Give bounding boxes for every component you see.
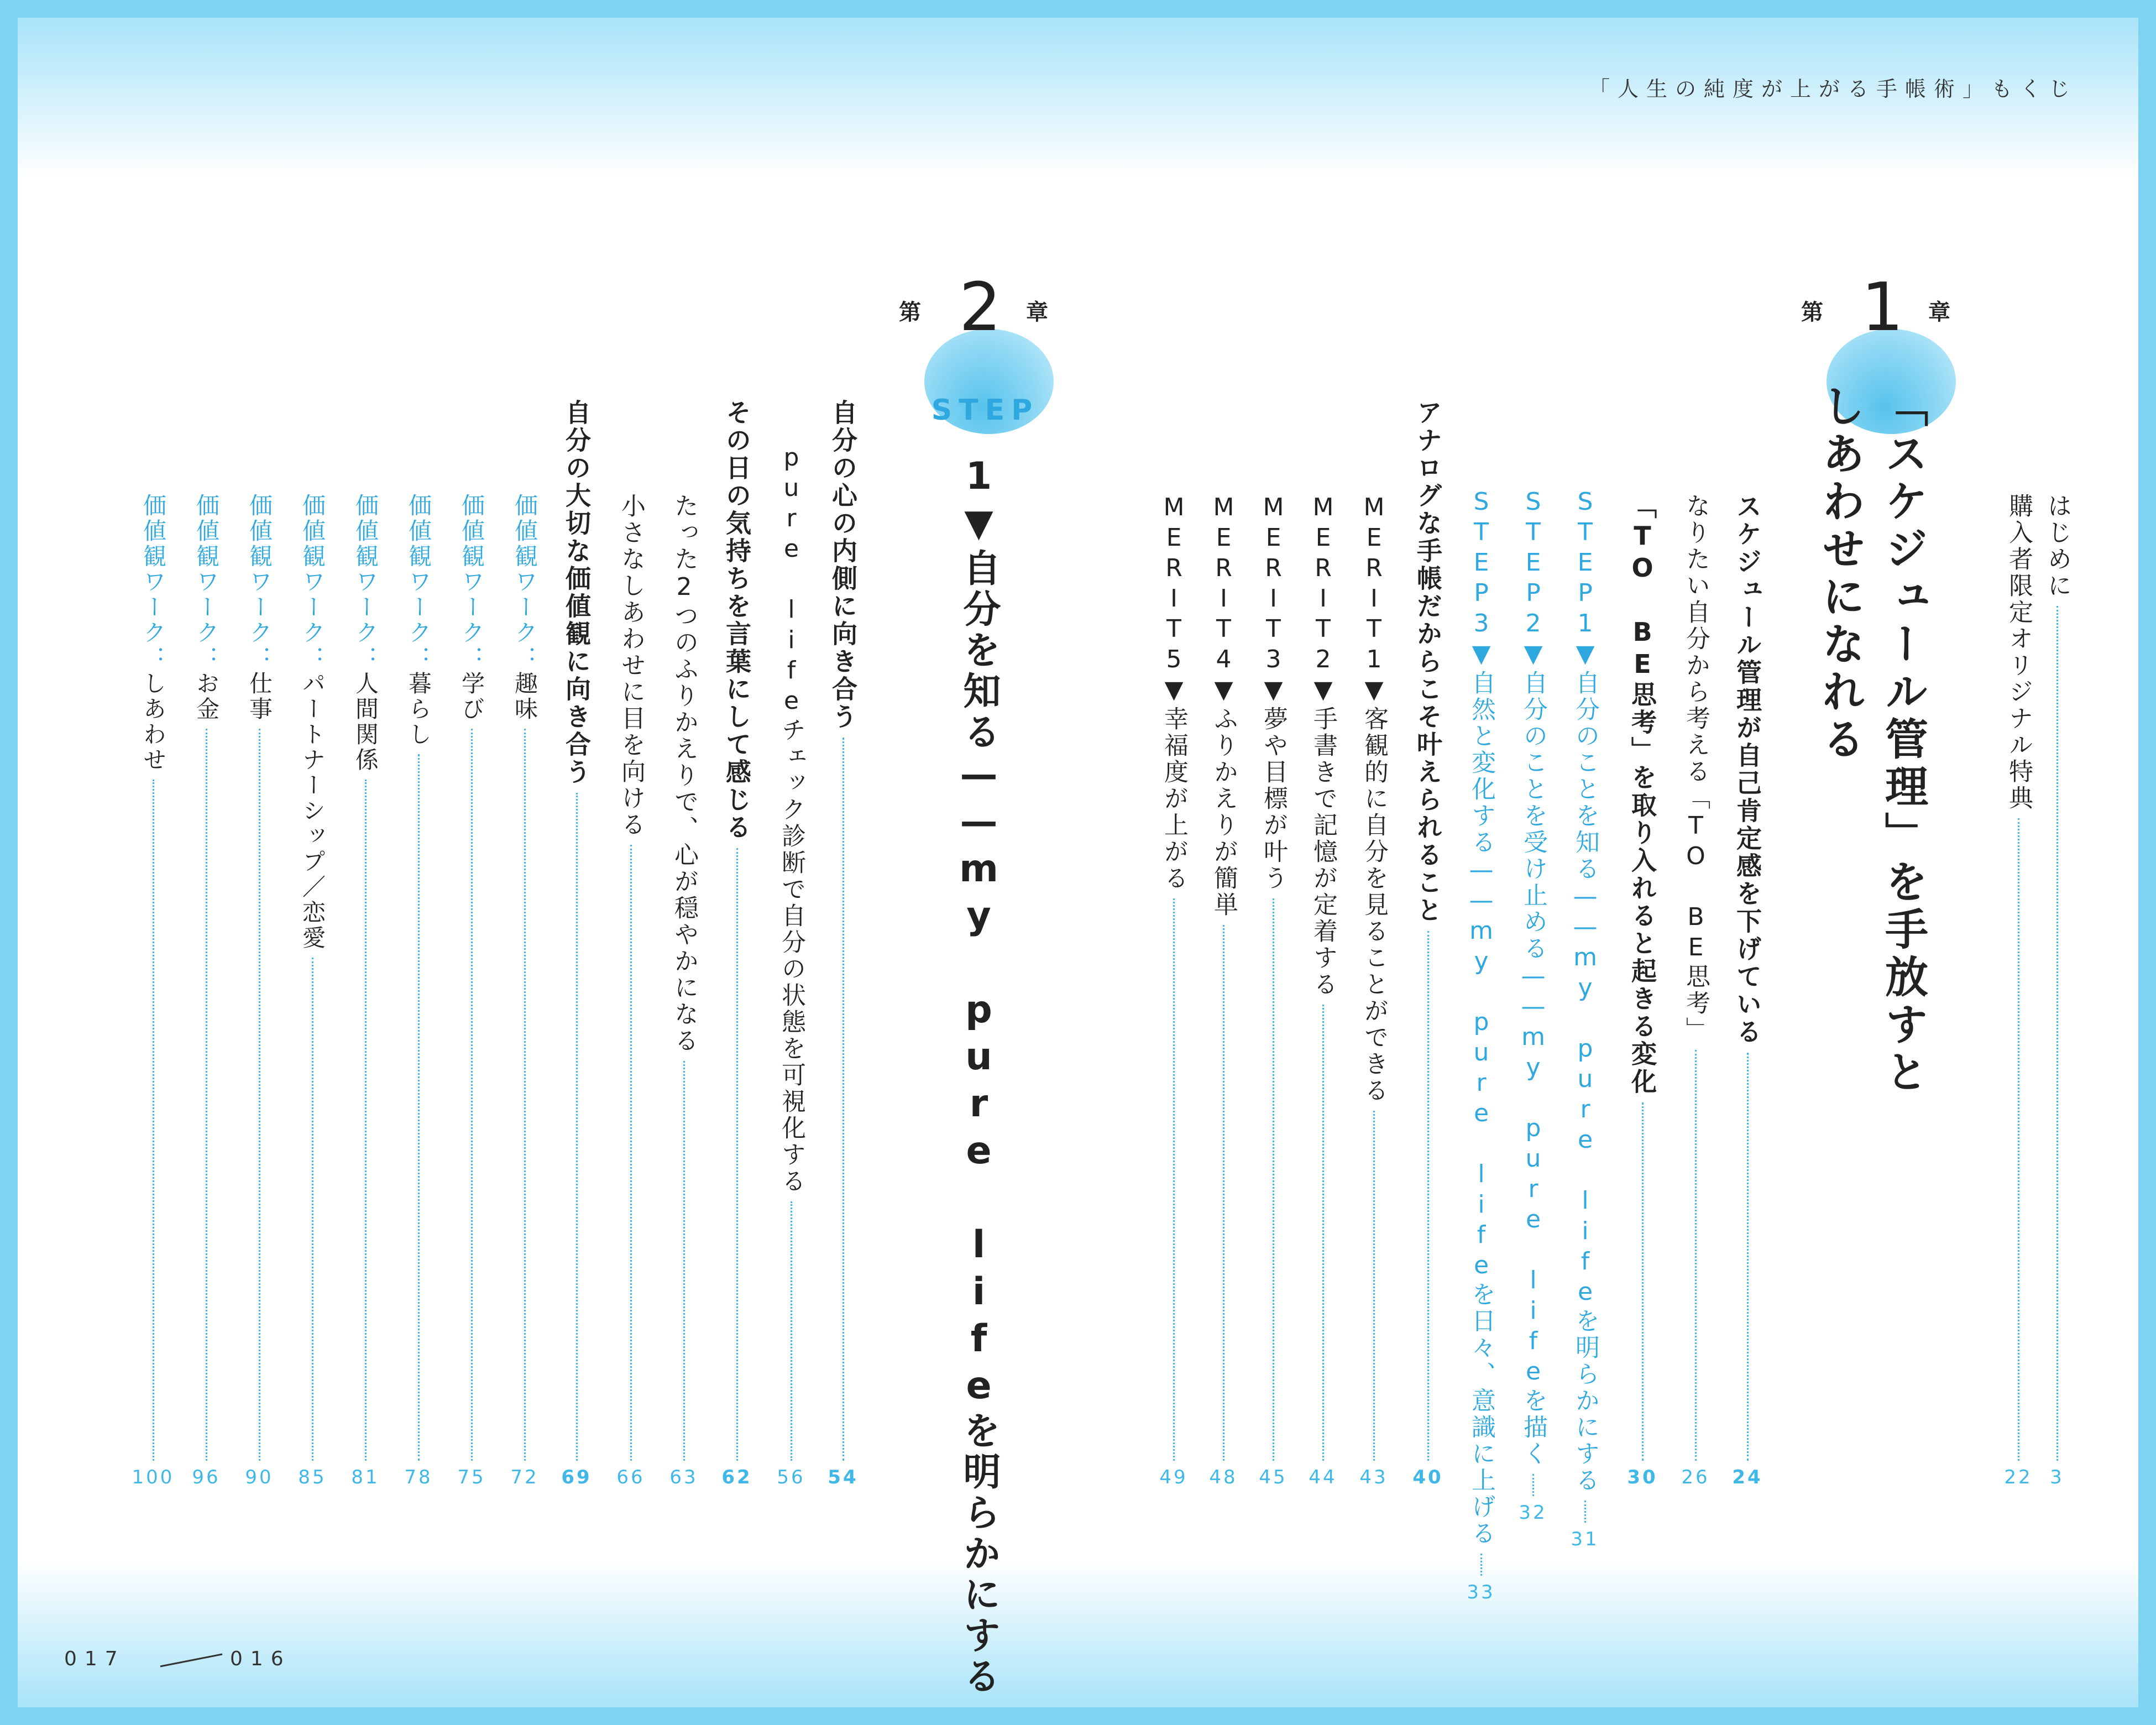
page-number: 30 <box>1627 1466 1658 1488</box>
leader-dots <box>153 780 154 1461</box>
chapter-number: 1 <box>1861 269 1904 346</box>
toc-entry[interactable]: はじめに 3 <box>2032 493 2082 1488</box>
running-head: 「人生の純度が上がる手帳術」もくじ <box>1588 77 2077 101</box>
leader-dots <box>1695 1050 1697 1461</box>
toc-entry[interactable]: pure lifeチェック診断で自分の状態を可視化する 56 <box>766 443 816 1488</box>
page-number: 32 <box>1519 1502 1547 1524</box>
folio-right: 016 <box>230 1648 291 1670</box>
folio-slash-icon <box>158 1648 224 1672</box>
toc-entry[interactable]: STEP3▼自然と変化する——my pure lifeを日々、意識に上げる 33 <box>1456 488 1506 1488</box>
toc-entry[interactable]: 小さなしあわせに目を向ける 66 <box>606 493 656 1488</box>
toc-entry[interactable]: その日の気持ちを言葉にして感じる 62 <box>712 399 762 1488</box>
chapter-dai: 第 <box>1801 300 1823 325</box>
toc-entry[interactable]: 価値観ワーク：仕事 90 <box>234 493 284 1488</box>
leader-dots <box>524 729 526 1461</box>
toc-entry[interactable]: MERIT2▼手書きで記憶が定着する 44 <box>1298 493 1348 1488</box>
leader-dots <box>683 1061 685 1461</box>
page-number: 3 <box>2050 1466 2064 1488</box>
page-number: 63 <box>669 1466 698 1488</box>
folio-left: 017 <box>64 1648 125 1670</box>
toc-entry[interactable]: なりたい自分から考える「TO BE思考」 26 <box>1671 493 1720 1488</box>
toc-entry[interactable]: STEP2▼自分のことを受け止める——my pure lifeを描く 32 <box>1508 488 1558 1488</box>
leader-dots <box>365 780 367 1461</box>
leader-dots <box>418 754 420 1461</box>
page-number: 49 <box>1159 1466 1188 1488</box>
book-spread <box>18 18 2138 1707</box>
toc-entry[interactable]: たった2つのふりかえりで、心が穏やかになる 63 <box>659 493 709 1488</box>
page-number: 85 <box>298 1466 327 1488</box>
page-number: 40 <box>1412 1466 1443 1488</box>
leader-dots <box>1273 898 1274 1461</box>
chapter-sho: 章 <box>1026 300 1048 325</box>
page-number: 33 <box>1467 1581 1495 1603</box>
toc-entry[interactable]: 自分の心の内側に向き合う 54 <box>818 399 868 1488</box>
leader-dots <box>206 729 207 1461</box>
page-number: 45 <box>1259 1466 1288 1488</box>
leader-dots <box>842 738 844 1461</box>
leader-dots <box>1223 925 1224 1461</box>
page-number: 69 <box>561 1466 592 1488</box>
toc-entry[interactable]: 価値観ワーク：しあわせ 100 <box>128 493 178 1488</box>
page-number: 24 <box>1732 1466 1763 1488</box>
leader-dots <box>1427 931 1429 1461</box>
toc-entry[interactable]: 価値観ワーク：人間関係 81 <box>341 493 390 1488</box>
chapter-1-title-line2: しあわせになれる <box>1815 384 1865 764</box>
toc-entry[interactable]: アナログな手帳だからこそ叶えられること 40 <box>1403 399 1453 1488</box>
step-title: 1▼自分を知る——my pure lifeを明らかにする <box>957 454 1001 1697</box>
chapter-dai: 第 <box>899 300 921 325</box>
leader-dots <box>1747 1053 1749 1461</box>
toc-entry[interactable]: MERIT3▼夢や目標が叶う 45 <box>1248 493 1298 1488</box>
page-number: 100 <box>132 1466 175 1488</box>
chapter-1-title-line1: 「スケジュール管理」を手放すと <box>1878 384 1928 1097</box>
leader-dots <box>1322 1005 1324 1461</box>
leader-dots <box>1173 898 1175 1461</box>
page-number: 75 <box>457 1466 486 1488</box>
toc-entry[interactable]: 自分の大切な価値観に向き合う 69 <box>552 399 601 1488</box>
leader-dots <box>2018 818 2019 1461</box>
toc-entry[interactable]: MERIT5▼幸福度が上がる 49 <box>1149 493 1199 1488</box>
page-number: 78 <box>404 1466 433 1488</box>
page-number: 81 <box>351 1466 380 1488</box>
toc-entry[interactable]: スケジュール管理が自己肯定感を下げている 24 <box>1723 493 1772 1488</box>
toc-entry[interactable]: 価値観ワーク：お金 96 <box>181 493 231 1488</box>
page-number: 72 <box>510 1466 539 1488</box>
toc-entry[interactable]: 購入者限定オリジナル特典 22 <box>1993 493 2043 1488</box>
chapter-number: 2 <box>959 269 1002 346</box>
leader-dots <box>576 793 578 1461</box>
page-number: 43 <box>1359 1466 1388 1488</box>
step-label: STEP <box>931 394 1039 427</box>
toc-entry[interactable]: 価値観ワーク：学び 75 <box>447 493 496 1488</box>
leader-dots <box>1373 1111 1375 1461</box>
page-number: 54 <box>828 1466 859 1488</box>
toc-entry[interactable]: 価値観ワーク：暮らし 78 <box>394 493 443 1488</box>
page-number: 96 <box>192 1466 221 1488</box>
page-number: 22 <box>2004 1466 2033 1488</box>
page-number: 31 <box>1571 1528 1599 1550</box>
leader-dots <box>1532 1474 1534 1496</box>
leader-dots <box>2056 606 2058 1461</box>
leader-dots <box>1642 1102 1644 1461</box>
chapter-sho: 章 <box>1928 300 1950 325</box>
toc-entry[interactable]: MERIT1▼客観的に自分を見ることができる 43 <box>1349 493 1399 1488</box>
leader-dots <box>471 729 473 1461</box>
leader-dots <box>312 958 313 1461</box>
toc-entry[interactable]: STEP1▼自分のことを知る——my pure lifeを明らかにする 31 <box>1560 488 1610 1488</box>
page-number: 26 <box>1681 1466 1710 1488</box>
page-number: 66 <box>616 1466 645 1488</box>
toc-entry[interactable]: 価値観ワーク：パートナーシップ／恋愛 85 <box>287 493 337 1488</box>
toc-entry[interactable]: 価値観ワーク：趣味 72 <box>500 493 550 1488</box>
leader-dots <box>259 729 260 1461</box>
toc-entry[interactable]: MERIT4▼ふりかえりが簡単 48 <box>1199 493 1248 1488</box>
page-number: 56 <box>777 1466 805 1488</box>
leader-dots <box>1480 1554 1482 1576</box>
page-number: 48 <box>1209 1466 1238 1488</box>
page-number: 44 <box>1309 1466 1337 1488</box>
leader-dots <box>630 845 632 1461</box>
leader-dots <box>791 1201 792 1461</box>
leader-dots <box>1584 1501 1586 1523</box>
leader-dots <box>736 848 738 1461</box>
toc-entry[interactable]: 「TO BE思考」を取り入れると起きる変化 30 <box>1618 493 1667 1488</box>
page-number: 90 <box>245 1466 274 1488</box>
page-number: 62 <box>721 1466 752 1488</box>
